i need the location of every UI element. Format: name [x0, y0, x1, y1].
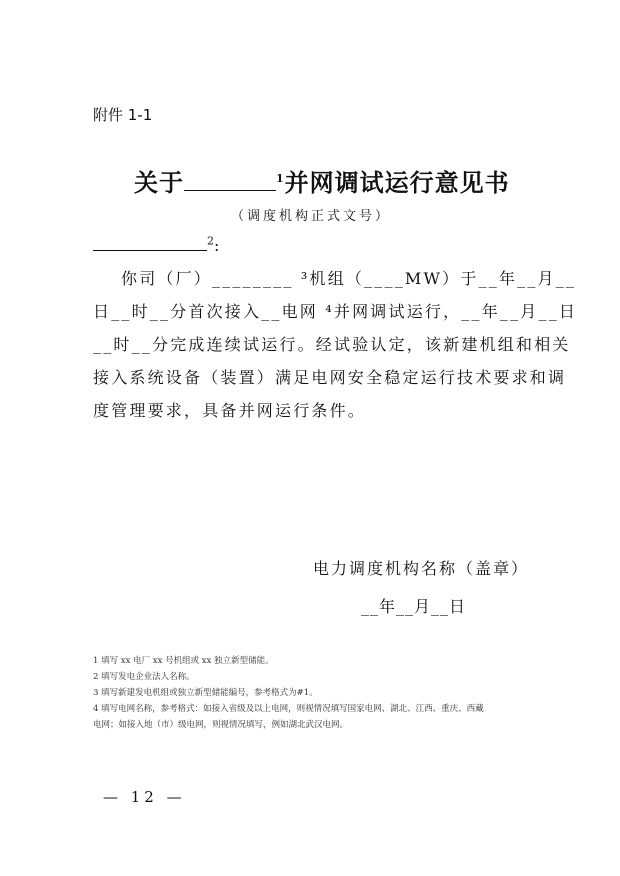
- title-footnote-ref: 1: [276, 172, 285, 185]
- title-blank: [184, 190, 276, 191]
- title-suffix: 并网调试运行意见书: [284, 168, 510, 197]
- addressee-footnote-ref: 2: [207, 234, 214, 248]
- footnote: 1 填写 xx 电厂 xx 号机组或 xx 独立新型储能。: [93, 656, 274, 666]
- body-line: 你司（厂）________ ³机组（____MW）于__年__月__: [121, 269, 577, 288]
- body-line: 接入系统设备（装置）满足电网安全稳定运行技术要求和调: [93, 368, 567, 387]
- doc-number: （调度机构正式文号）: [231, 209, 392, 224]
- footnote: 2 填写发电企业法人名称。: [93, 672, 195, 682]
- body-line: 度管理要求，具备并网运行条件。: [93, 401, 367, 420]
- document-title: [134, 163, 510, 198]
- body-line: __时__分完成连续试运行。经试验认定，该新建机组和相关: [93, 335, 571, 354]
- page-number: — 12 —: [103, 788, 186, 806]
- addressee-colon: :: [214, 236, 220, 255]
- footnote: 电网；如接入地（市）级电网，则视情况填写，例如湖北武汉电网。: [93, 720, 349, 730]
- footnote: 3 填写新建发电机组或独立新型储能编号，参考格式为#1。: [93, 688, 318, 698]
- signature-date: __年__月__日: [361, 597, 467, 616]
- body-line: 日__时__分首次接入__电网 ⁴并网调试运行，__年__月__日: [93, 302, 578, 321]
- addressee-line: [93, 236, 219, 255]
- footnote: 4 填写电网名称，参考格式：如接入省级及以上电网，则视情况填写国家电网、湖北、江西、重庆、西藏: [93, 704, 484, 714]
- title-prefix: 关于: [134, 168, 184, 197]
- addressee-blank: [93, 250, 207, 251]
- signature-org: 电力调度机构名称（盖章）: [313, 559, 530, 578]
- attachment-label: 附件 1-1: [93, 106, 153, 124]
